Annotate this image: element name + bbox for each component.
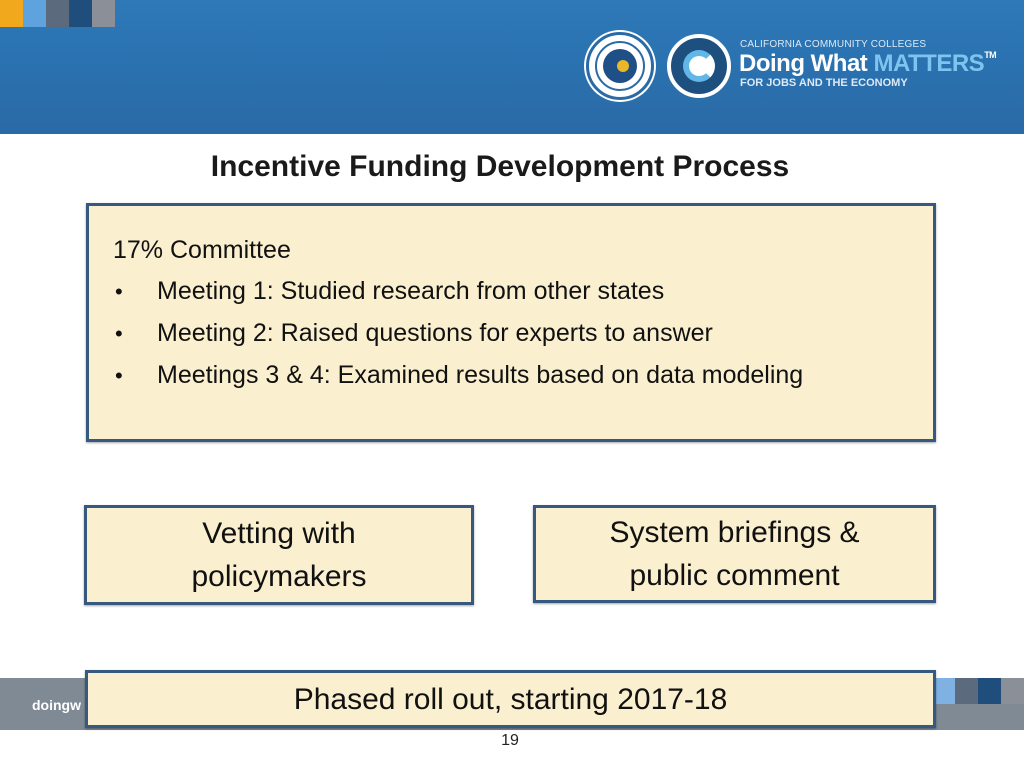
corner-square-5 [92, 0, 115, 27]
slide-header [0, 0, 1024, 134]
vetting-line-1: Vetting with [202, 517, 356, 550]
bullet-text: Meeting 2: Raised questions for experts to answer [157, 319, 713, 347]
logo-top-line: CALIFORNIA COMMUNITY COLLEGES [740, 39, 927, 50]
committee-heading: 17% Committee [113, 236, 291, 264]
bullet-text: Meetings 3 & 4: Examined results based on data modeling [157, 361, 804, 389]
corner-square-1 [0, 0, 23, 27]
page-number: 19 [501, 732, 519, 749]
corner-square-2 [23, 0, 46, 27]
footer-website-text: doingw [32, 697, 81, 713]
corner-squares [0, 0, 115, 27]
corner-square-3 [46, 0, 69, 27]
corner-square-4 [69, 0, 92, 27]
briefings-line-1: System briefings & [609, 516, 860, 549]
committee-box [86, 203, 936, 442]
rollout-box [85, 670, 936, 728]
footer-squares [932, 678, 1024, 704]
slide-title: Incentive Funding Development Process [210, 150, 790, 183]
bullet-text: Meeting 1: Studied research from other states [157, 277, 665, 305]
footer-square-2 [955, 678, 978, 704]
logo-trademark: TM [984, 50, 997, 60]
logo-bottom-line: FOR JOBS AND THE ECONOMY [740, 77, 908, 89]
briefings-line-2: public comment [629, 559, 840, 592]
vetting-box [84, 505, 474, 605]
logo-main-text [739, 50, 996, 78]
college-seal-icon [586, 32, 654, 100]
bullet-icon: • [115, 321, 123, 346]
footer-square-3 [978, 678, 1001, 704]
rollout-text: Phased roll out, starting 2017-18 [293, 682, 728, 716]
logo-main-prefix: Doing What [739, 50, 874, 77]
briefings-box [533, 505, 936, 603]
doing-what-matters-logo-icon [667, 34, 731, 98]
logo-main-highlight: MATTERS [873, 50, 985, 77]
footer-square-4 [1001, 678, 1024, 704]
bullet-icon: • [115, 279, 123, 304]
vetting-line-2: policymakers [191, 560, 367, 593]
bullet-icon: • [115, 363, 123, 388]
